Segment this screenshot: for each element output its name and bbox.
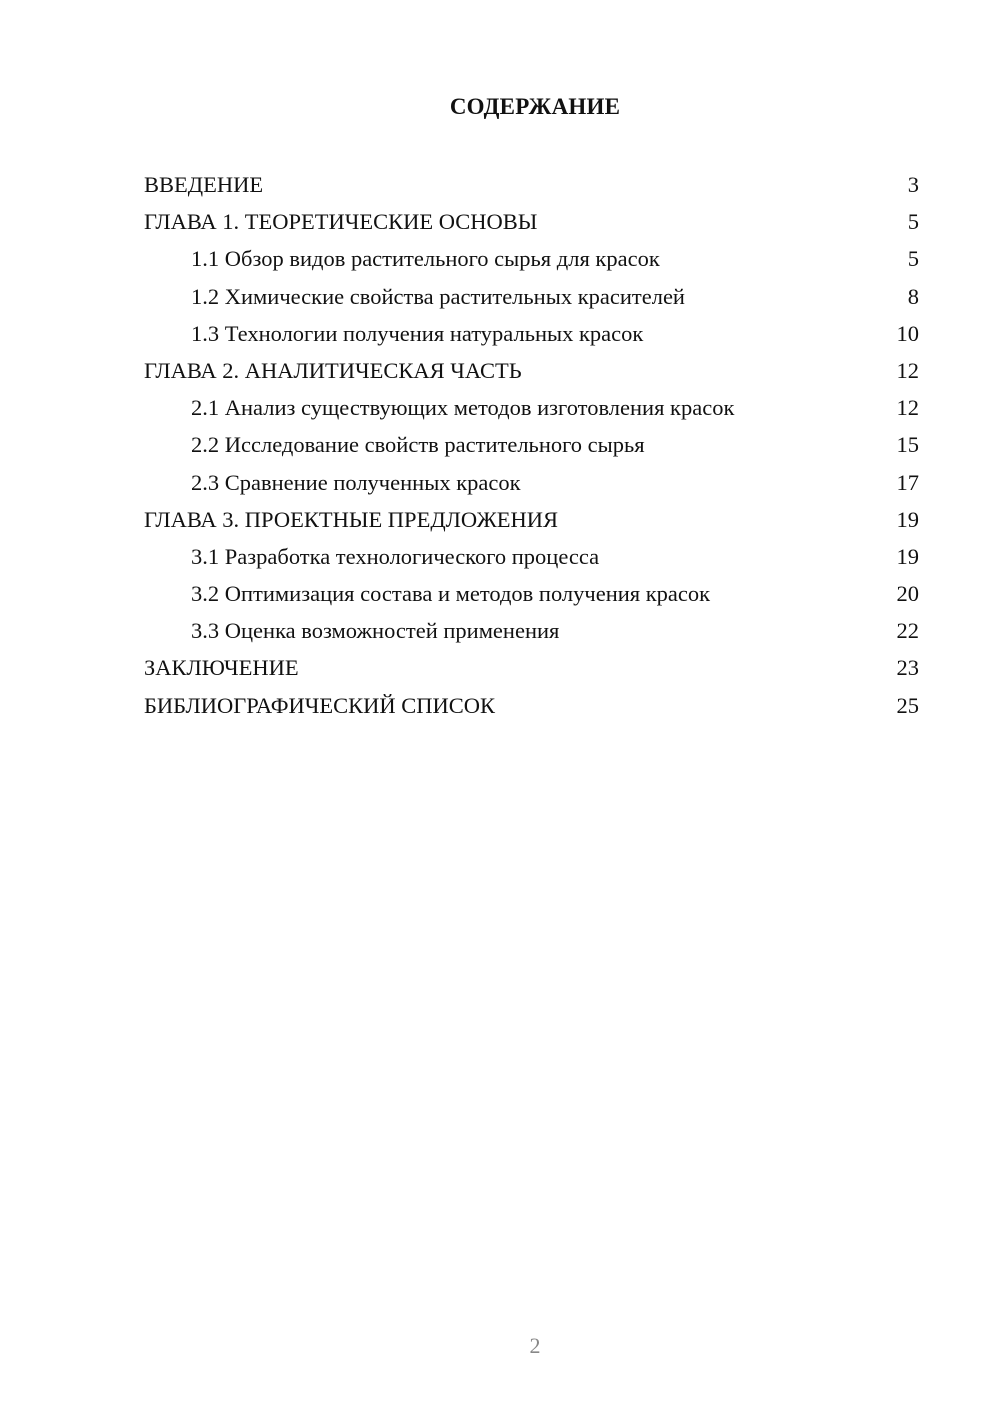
toc-entry-label: 1.1 Обзор видов растительного сырья для красок xyxy=(191,246,660,272)
toc-entry-label: ГЛАВА 2. АНАЛИТИЧЕСКАЯ ЧАСТЬ xyxy=(144,357,522,383)
toc-entry xyxy=(144,354,919,391)
toc-entry-page: 19 xyxy=(896,506,919,532)
toc-entry-page: 3 xyxy=(907,172,919,197)
toc-entry xyxy=(144,540,919,577)
toc-entry xyxy=(144,428,919,465)
table-of-contents xyxy=(144,168,919,726)
toc-entry-label: ЗАКЛЮЧЕНИЕ xyxy=(144,655,299,681)
toc-entry-page: 17 xyxy=(896,469,919,495)
toc-entry-page: 25 xyxy=(896,692,919,718)
page-number: 2 xyxy=(529,1333,541,1358)
toc-entry-label: 2.1 Анализ существующих методов изготовления красок xyxy=(191,395,735,421)
toc-entry-label: ВВЕДЕНИЕ xyxy=(144,172,264,197)
toc-entry-page: 20 xyxy=(896,581,919,607)
toc-entry-label: 3.2 Оптимизация состава и методов получения красок xyxy=(191,581,711,607)
toc-entry-page: 5 xyxy=(907,246,919,272)
toc-entry xyxy=(144,317,919,354)
toc-entry-page: 12 xyxy=(896,395,919,421)
toc-entry-page: 8 xyxy=(907,283,919,309)
toc-entry-page: 15 xyxy=(896,432,919,458)
toc-entry-label: БИБЛИОГРАФИЧЕСКИЙ СПИСОК xyxy=(144,692,496,718)
toc-entry-label: ГЛАВА 1. ТЕОРЕТИЧЕСКИЕ ОСНОВЫ xyxy=(144,209,538,235)
toc-entry xyxy=(144,651,919,688)
toc-entry-label: 1.3 Технологии получения натуральных красок xyxy=(191,320,644,346)
toc-entry-page: 23 xyxy=(896,655,919,681)
toc-entry-label: ГЛАВА 3. ПРОЕКТНЫЕ ПРЕДЛОЖЕНИЯ xyxy=(144,506,559,532)
toc-entry xyxy=(144,168,919,205)
toc-entry-page: 10 xyxy=(896,320,919,346)
page-title: СОДЕРЖАНИЕ xyxy=(449,94,621,119)
toc-entry-page: 12 xyxy=(896,357,919,383)
toc-entry xyxy=(144,577,919,614)
toc-entry-page: 5 xyxy=(907,209,919,235)
toc-entry-label: 2.2 Исследование свойств растительного сырья xyxy=(191,432,645,458)
toc-entry xyxy=(144,614,919,651)
toc-entry xyxy=(144,242,919,279)
toc-entry xyxy=(144,466,919,503)
toc-entry-page: 19 xyxy=(896,543,919,569)
toc-entry-label: 2.3 Сравнение полученных красок xyxy=(191,469,521,495)
toc-entry-label: 3.3 Оценка возможностей применения xyxy=(191,618,560,644)
toc-entry xyxy=(144,391,919,428)
toc-entry-label: 3.1 Разработка технологического процесса xyxy=(191,543,600,569)
toc-entry xyxy=(144,503,919,540)
toc-entry xyxy=(144,205,919,242)
toc-entry xyxy=(144,280,919,317)
toc-entry xyxy=(144,689,919,726)
toc-entry-page: 22 xyxy=(896,618,919,644)
toc-entry-label: 1.2 Химические свойства растительных красителей xyxy=(191,283,685,309)
